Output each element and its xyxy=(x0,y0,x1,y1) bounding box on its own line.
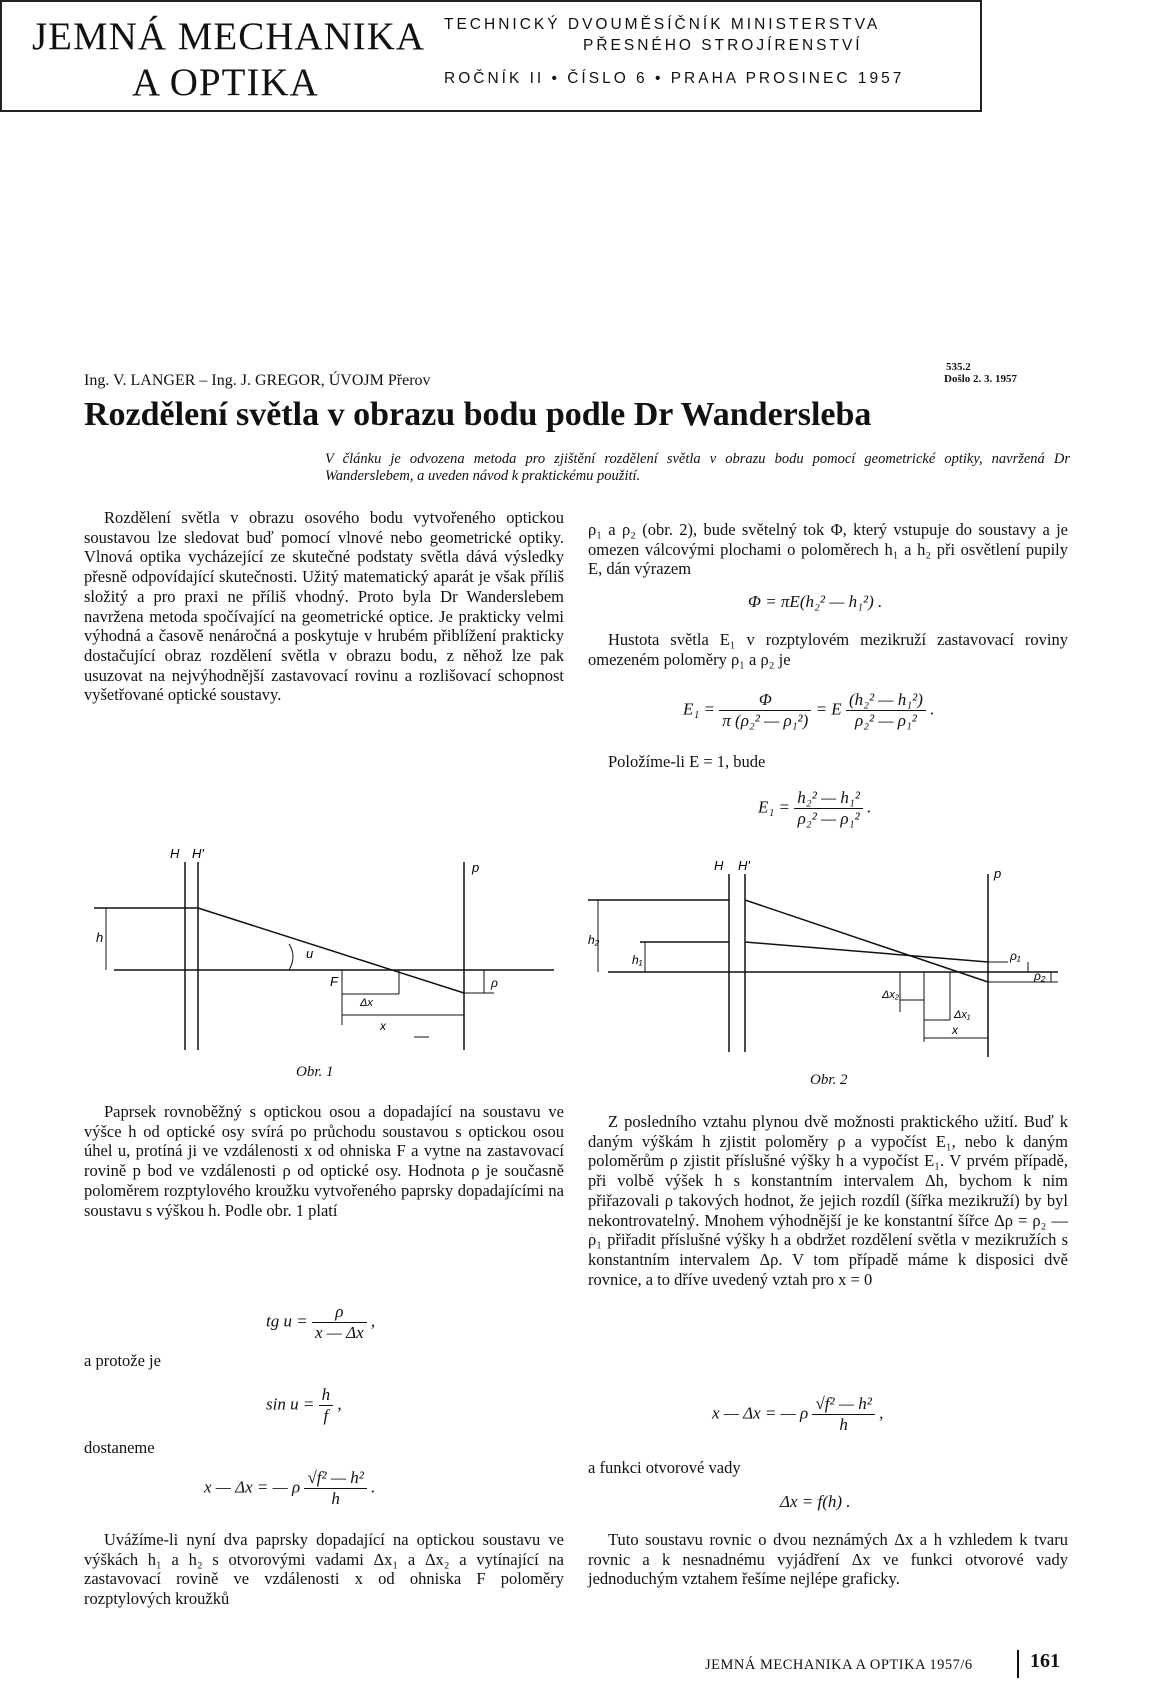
fig2-label-dx1: Δx₁ xyxy=(954,1009,971,1021)
equation-lhs: x — Δx = — ρ xyxy=(204,1477,301,1497)
masthead xyxy=(0,0,982,112)
equation-numerator: ρ xyxy=(312,1302,367,1323)
fig1-label-dx: Δx xyxy=(360,997,373,1009)
equation-e1-full: E₁ = $\frac{\Phi}{\text{π (ρ₂² — ρ₁²)}}$ = E $\frac{\text{(h₂² — h₁²)}}{\text{ρ₂² — ρ₁²}}$ . xyxy=(683,690,935,730)
fig2-label-h2: h₂ xyxy=(588,933,600,947)
right-paragraph-2 xyxy=(588,630,1068,669)
fig2-label-dx2: Δx₂ xyxy=(882,989,900,1001)
fig2-label-H: H xyxy=(714,858,724,873)
classification-code: 535.2 xyxy=(946,361,971,373)
journal-subtitle-line2: PŘESNÉHO STROJÍRENSTVÍ xyxy=(583,37,863,54)
equation-denominator: ρ₂² — ρ₁² xyxy=(797,809,860,828)
paragraph-text: Uvážíme-li nyní dva paprsky dopadající na optickou soustavu ve výškách h₁ a h₂ s otvorovými vadami Δx₁ a Δx₂ a vytínající na zastavovací rovině ve vzdálenosti x od ohniska F poloměry rozptylových kroužků xyxy=(84,1530,564,1609)
fig1-label-H: H xyxy=(170,846,180,861)
left-paragraph-1 xyxy=(84,508,564,705)
equation-denominator: h xyxy=(331,1489,340,1508)
equation-tg-u: tg u = $\frac{\rho}{x — \Delta x}$ , xyxy=(266,1302,376,1342)
right-paragraph-1 xyxy=(588,520,1068,579)
fig1-label-H-prime: H' xyxy=(192,846,204,861)
fig1-label-rho: ρ xyxy=(491,976,498,990)
article-title: Rozdělení světla v obrazu bodu podle Dr Wandersleba xyxy=(84,396,872,433)
equation-sin-u: sin u = $\frac{h}{f}$ , xyxy=(266,1385,342,1425)
equation-denominator: x — Δx xyxy=(314,1323,364,1342)
equation-numerator: (h₂² — h₁²) xyxy=(846,690,926,711)
article-authors: Ing. V. LANGER – Ing. J. GREGOR, ÚVOJM Přerov xyxy=(84,372,431,389)
equation-numerator: h xyxy=(319,1385,334,1406)
right-paragraph-4 xyxy=(588,1112,1068,1289)
text-a-funkci: a funkci otvorové vady xyxy=(588,1458,741,1477)
left-paragraph-2 xyxy=(84,1102,564,1220)
equation-middle: = E xyxy=(815,699,842,719)
fig1-label-u: u xyxy=(306,946,314,961)
equation-phi: Φ = πE(h₂² — h₁²) . xyxy=(748,592,883,611)
journal-issue: ROČNÍK II • ČÍSLO 6 • PRAHA PROSINEC 1957 xyxy=(444,70,905,87)
equation-denominator: h xyxy=(839,1415,848,1434)
fig1-label-h: h xyxy=(96,930,104,945)
equation-numerator: √f² — h² xyxy=(812,1394,874,1415)
paragraph-text: Hustota světla E₁ v rozptylovém mezikruží zastavovací roviny omezeném poloměry ρ₁ a ρ₂ je xyxy=(588,630,1068,669)
figure-1 xyxy=(84,840,564,1060)
right-paragraph-5 xyxy=(588,1530,1068,1589)
text-dostaneme: dostaneme xyxy=(84,1438,155,1457)
fig2-label-h1: h₁ xyxy=(632,953,643,967)
paragraph-text: Tuto soustavu rovnic o dvou neznámých Δx a h vzhledem k tvaru rovnic a k nesnadnému vyjádření Δx ve funkci otvorové vady jednoduchým vztahem řešíme nejlépe graficky. xyxy=(588,1530,1068,1589)
journal-subtitle-line1: TECHNICKÝ DVOUMĚSÍČNÍK MINISTERSTVA xyxy=(444,16,881,33)
equation-dx-fh: Δx = f(h) . xyxy=(780,1492,851,1511)
equation-lhs: sin u = xyxy=(266,1394,315,1414)
article-abstract: V článku je odvozena metoda pro zjištění rozdělení světla v obrazu bodu pomocí geometrické optiky, navržená Dr Wanderslebem, a uveden návod k praktickému použití. xyxy=(325,451,1070,484)
text-a-protoze: a protože je xyxy=(84,1351,161,1370)
fig2-label-x: x xyxy=(952,1023,958,1037)
left-paragraph-3 xyxy=(84,1530,564,1609)
page-number: 161 xyxy=(1030,1650,1060,1672)
equation-e1-simple: E₁ = $\frac{\text{h₂² — h₁²}}{\text{ρ₂² — ρ₁²}}$ . xyxy=(758,788,872,828)
paragraph-text: Rozdělení světla v obrazu osového bodu vytvořeného optickou soustavou lze sledovat buď pomocí vlnové nebo geometrické optiky. Vlnová optika vycházející ze skutečné podstaty světla dává výsledky přesně odpovídající skutečnosti. Užitý matematický aparát je však příliš složitý a pro praxi ne příliš vhodný. Proto byla Dr Wanderslebem navržena metoda spočívající na geometrické optice. Je prakticky velmi výhodná a časově nenáročná a poskytuje v hrubém přiblížení prakticky dostačující obraz rozdělení světla v obrazu bodu, z něhož lze pak usuzovat na nejvýhodnější zastavovací rovinu a rozlišovací schopnost vyšetřované optické soustavy. xyxy=(84,508,564,705)
fig2-label-H-prime: H' xyxy=(738,858,750,873)
equation-numerator: √f² — h² xyxy=(304,1468,366,1489)
equation-denominator: f xyxy=(323,1406,329,1425)
fig2-label-rho2: ρ₂ xyxy=(1034,969,1046,983)
footer-separator xyxy=(1017,1650,1019,1678)
figure-2-caption: Obr. 2 xyxy=(810,1072,848,1088)
paragraph-text: Z posledního vztahu plynou dvě možnosti praktického užití. Buď k daným výškám h zjistit poloměry ρ a vypočíst E₁, nebo k daným poloměrům ρ zjistit příslušné výšky h a vypočíst E₁. V prvém případě, při volbě výšek h s konstantním intervalem Δh, bychom k nim přiřazovali ρ takových hodnot, že jejich rozdíl (šířka mezikruží) by byl nekontrovatelný. Mnohem výhodnější je ke konstantní šířce Δρ = ρ₂ — ρ₁ přiřadit příslušné výšky h a obdržet rozdělení světla v mezikružích s konstantním intervalem Δρ. V tom případě máme k disposici dvě rovnice, a to dříve uvedený vztah pro x = 0 xyxy=(588,1112,1068,1289)
equation-denominator: π (ρ₂² — ρ₁²) xyxy=(722,711,809,730)
fig1-label-F: F xyxy=(330,974,338,989)
received-date: Došlo 2. 3. 1957 xyxy=(944,373,1018,385)
article-meta xyxy=(944,361,1017,385)
paragraph-text: Paprsek rovnoběžný s optickou osou a dopadající na soustavu ve výšce h od optické osy svírá po průchodu soustavou s optickou osou úhel u, protíná ji ve vzdálenosti x od ohniska F a vytne na zastavovací rovině p bod ve vzdálenosti ρ od optické osy. Hodnota ρ je současně poloměrem rozptylového kroužku vytvořeného paprsky dopadajícími na soustavu s výškou h. Podle obr. 1 platí xyxy=(84,1102,564,1220)
equation-denominator: ρ₂² — ρ₁² xyxy=(854,711,917,730)
equation-x-minus-dx: x — Δx = — ρ $\frac{\text{√f² — h²}}{h}$ . xyxy=(204,1468,376,1508)
equation-numerator: Φ xyxy=(719,690,811,711)
equation-numerator: h₂² — h₁² xyxy=(794,788,863,809)
text-polozime-li: Položíme-li E = 1, bude xyxy=(608,752,766,771)
fig2-label-p: p xyxy=(994,866,1002,881)
figure-1-caption: Obr. 1 xyxy=(296,1064,334,1080)
paragraph-text: ρ₁ a ρ₂ (obr. 2), bude světelný tok Φ, který vstupuje do soustavy a je omezen válcovými plochami o poloměrech h₁ a h₂ při osvětlení pupily E, dán výrazem xyxy=(588,520,1068,579)
footer-journal: JEMNÁ MECHANIKA A OPTIKA 1957/6 xyxy=(705,1657,973,1673)
fig2-label-rho1: ρ₁ xyxy=(1010,949,1021,963)
equation-lhs: x — Δx = — ρ xyxy=(712,1403,809,1423)
equation-lhs: E₁ = xyxy=(683,699,716,719)
equation-lhs: E₁ = xyxy=(758,797,791,817)
journal-title-line1: JEMNÁ MECHANIKA xyxy=(32,15,426,58)
figure-2 xyxy=(588,852,1068,1064)
fig1-label-p: p xyxy=(472,860,480,875)
fig1-label-x: x xyxy=(380,1019,386,1033)
equation-x-minus-dx-right: x — Δx = — ρ $\frac{\text{√f² — h²}}{h}$ , xyxy=(712,1394,884,1434)
journal-title-line2: A OPTIKA xyxy=(132,61,319,104)
equation-lhs: tg u = xyxy=(266,1311,308,1331)
